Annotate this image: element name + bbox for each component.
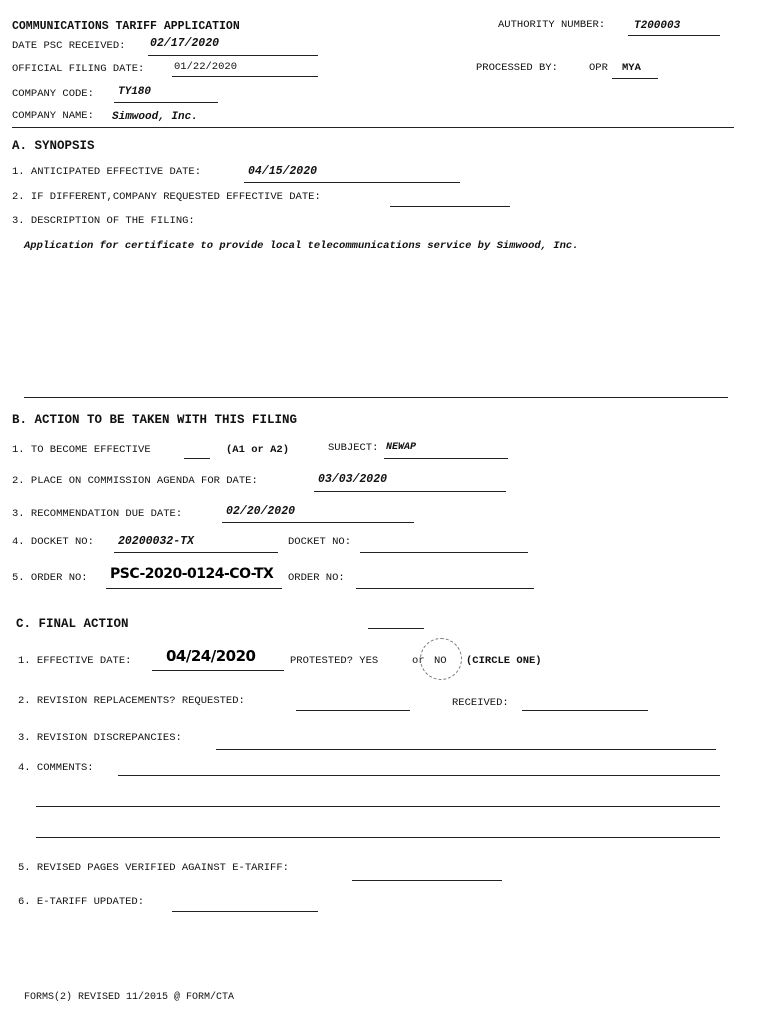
- revised-pages-verified-line: [352, 880, 502, 881]
- anticipated-effective-date-line: [244, 182, 460, 183]
- received-line: [522, 710, 648, 711]
- processed-by-line: [612, 78, 658, 79]
- docket-no-line: [114, 552, 278, 553]
- revision-requested-line: [296, 710, 410, 711]
- comments-line-1: [118, 775, 720, 776]
- authority-number-line: [628, 35, 720, 36]
- to-become-effective-line: [184, 458, 210, 459]
- comments-label: 4. COMMENTS:: [18, 762, 94, 774]
- company-name-value: Simwood, Inc.: [112, 111, 198, 123]
- e-tariff-updated-line: [172, 911, 318, 912]
- effective-date-line: [152, 670, 284, 671]
- form-footer: FORMS(2) REVISED 11/2015 @ FORM/CTA: [24, 992, 235, 1003]
- revision-replacements-label: 2. REVISION REPLACEMENTS? REQUESTED:: [18, 695, 245, 707]
- company-name-label: COMPANY NAME:: [12, 110, 94, 122]
- recommendation-due-date-value: 02/20/2020: [226, 505, 296, 518]
- company-code-value: TY180: [118, 86, 152, 98]
- protested-label: PROTESTED? YES: [290, 655, 379, 667]
- order-no-value: PSC-2020-0124-CO-TX: [110, 566, 274, 582]
- processed-by-value: MYA: [622, 62, 641, 74]
- official-filing-date-value: 01/22/2020: [174, 61, 238, 73]
- revision-discrepancies-line: [216, 749, 716, 750]
- date-psc-received-label: DATE PSC RECEIVED:: [12, 40, 126, 52]
- header-divider: [12, 127, 734, 128]
- order-no-label: 5. ORDER NO:: [12, 572, 88, 584]
- final-action-heading: C. FINAL ACTION: [16, 617, 129, 631]
- authority-number-value: T200003: [634, 20, 681, 32]
- subject-label: SUBJECT:: [328, 442, 379, 454]
- anticipated-effective-date-value: 04/15/2020: [248, 165, 318, 178]
- synopsis-heading: A. SYNOPSIS: [12, 139, 95, 153]
- date-psc-received-line: [148, 55, 318, 56]
- subject-value: NEWAP: [386, 442, 417, 453]
- agenda-date-value: 03/03/2020: [318, 473, 388, 486]
- company-code-label: COMPANY CODE:: [12, 88, 94, 100]
- anticipated-effective-date-label: 1. ANTICIPATED EFFECTIVE DATE:: [12, 166, 202, 178]
- docket-no-value: 20200032-TX: [118, 535, 194, 548]
- authority-number-label: AUTHORITY NUMBER:: [498, 19, 606, 31]
- recommendation-due-date-label: 3. RECOMMENDATION DUE DATE:: [12, 508, 183, 520]
- action-heading: B. ACTION TO BE TAKEN WITH THIS FILING: [12, 413, 298, 427]
- or-text: or: [412, 655, 425, 667]
- official-filing-date-label: OFFICIAL FILING DATE:: [12, 63, 145, 75]
- circle-one-note: (CIRCLE ONE): [466, 655, 542, 667]
- order-no-2-label: ORDER NO:: [288, 572, 345, 584]
- requested-effective-date-label: 2. IF DIFFERENT,COMPANY REQUESTED EFFECTIVE DATE:: [12, 191, 321, 203]
- subject-line: [384, 458, 508, 459]
- requested-effective-date-line: [390, 206, 510, 207]
- processed-by-label: PROCESSED BY:: [476, 62, 558, 74]
- to-become-effective-label: 1. TO BECOME EFFECTIVE: [12, 444, 151, 456]
- description-value: Application for certificate to provide local telecommunications service by Simwood, Inc.: [24, 240, 579, 252]
- date-psc-received-value: 02/17/2020: [150, 37, 220, 50]
- form-title: COMMUNICATIONS TARIFF APPLICATION: [12, 20, 240, 33]
- effective-date-value: 04/24/2020: [166, 647, 256, 665]
- revised-pages-verified-label: 5. REVISED PAGES VERIFIED AGAINST E-TARIFF:: [18, 862, 289, 874]
- no-text: NO: [434, 655, 447, 667]
- comments-line-3: [36, 837, 720, 838]
- company-code-line: [114, 102, 218, 103]
- revision-discrepancies-label: 3. REVISION DISCREPANCIES:: [18, 732, 182, 744]
- docket-no-2-line: [360, 552, 528, 553]
- agenda-date-label: 2. PLACE ON COMMISSION AGENDA FOR DATE:: [12, 475, 258, 487]
- agenda-date-line: [314, 491, 506, 492]
- recommendation-due-date-line: [222, 522, 414, 523]
- synopsis-divider: [24, 397, 728, 398]
- official-filing-date-line: [172, 76, 318, 77]
- docket-no-2-label: DOCKET NO:: [288, 536, 352, 548]
- a1-a2-note: (A1 or A2): [226, 444, 290, 456]
- processed-by-prefix: OPR: [589, 62, 608, 74]
- final-action-line: [368, 628, 424, 629]
- received-label: RECEIVED:: [452, 697, 509, 709]
- effective-date-label: 1. EFFECTIVE DATE:: [18, 655, 132, 667]
- order-no-line: [106, 588, 282, 589]
- e-tariff-updated-label: 6. E-TARIFF UPDATED:: [18, 896, 145, 908]
- comments-line-2: [36, 806, 720, 807]
- description-label: 3. DESCRIPTION OF THE FILING:: [12, 215, 195, 227]
- docket-no-label: 4. DOCKET NO:: [12, 536, 94, 548]
- order-no-2-line: [356, 588, 534, 589]
